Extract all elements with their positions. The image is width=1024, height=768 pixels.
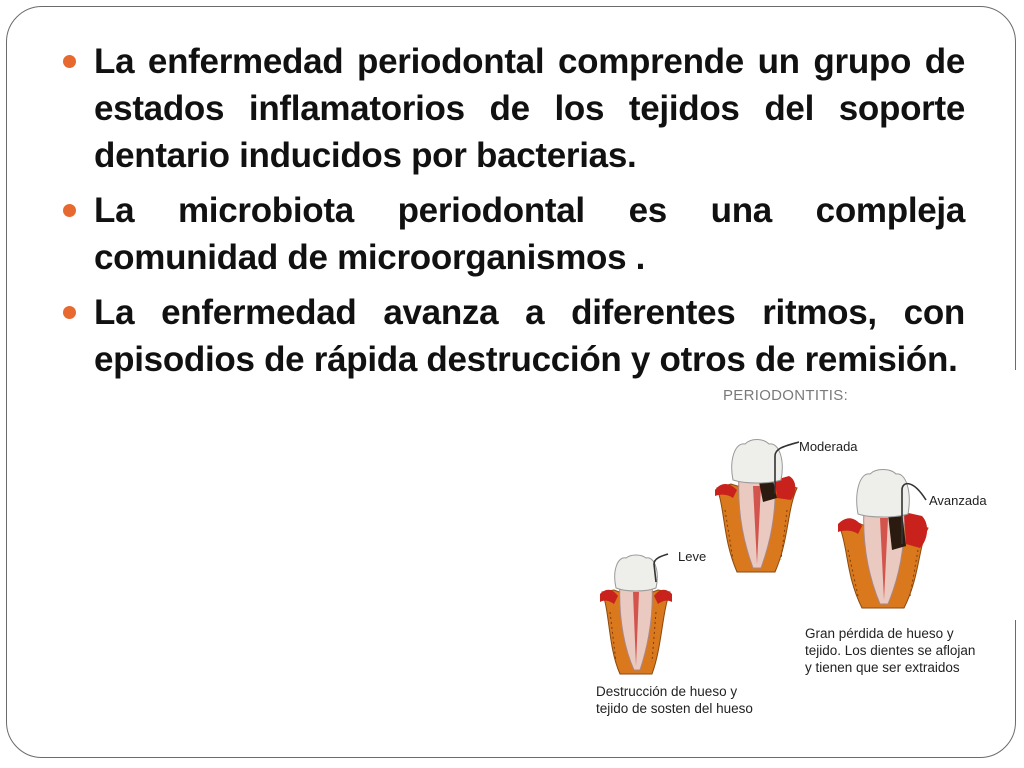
- bullet-dot-icon: [63, 204, 76, 217]
- tooth-leve-illustration: [596, 552, 676, 677]
- bullet-dot-icon: [63, 306, 76, 319]
- periodontitis-figure: [580, 380, 1010, 730]
- stage-label-moderada: Moderada: [799, 439, 858, 454]
- stage-label-avanzada: Avanzada: [929, 493, 987, 508]
- bullet-dot-icon: [63, 55, 76, 68]
- stage-label-leve: Leve: [678, 549, 707, 564]
- bullet-text: La enfermedad avanza a diferentes ritmos, con episodios de rápida destrucción y otros de remisión.: [94, 293, 965, 379]
- bullet-text: La enfermedad periodontal comprende un grupo de estados inflamatorios de los tejidos del soporte dentario inducidos por bacterias.: [94, 42, 965, 175]
- bullet-item: [60, 289, 965, 383]
- bullet-text: La microbiota periodontal es una compleja comunidad de microorganismos .: [94, 191, 965, 277]
- tooth-moderada-illustration: [711, 436, 803, 574]
- frame-gap: [1010, 370, 1022, 620]
- figure-title: PERIODONTITIS:: [723, 387, 849, 404]
- bullet-item: [60, 187, 965, 281]
- bullet-list: [60, 38, 965, 391]
- stage-caption-leve: Destrucción de hueso y tejido de sosten del hueso: [596, 684, 753, 716]
- stage-caption-avanzada: Gran pérdida de hueso y tejido. Los dientes se aflojan y tienen que ser extraidos: [805, 626, 976, 675]
- bullet-item: [60, 38, 965, 179]
- tooth-avanzada-illustration: [834, 464, 934, 610]
